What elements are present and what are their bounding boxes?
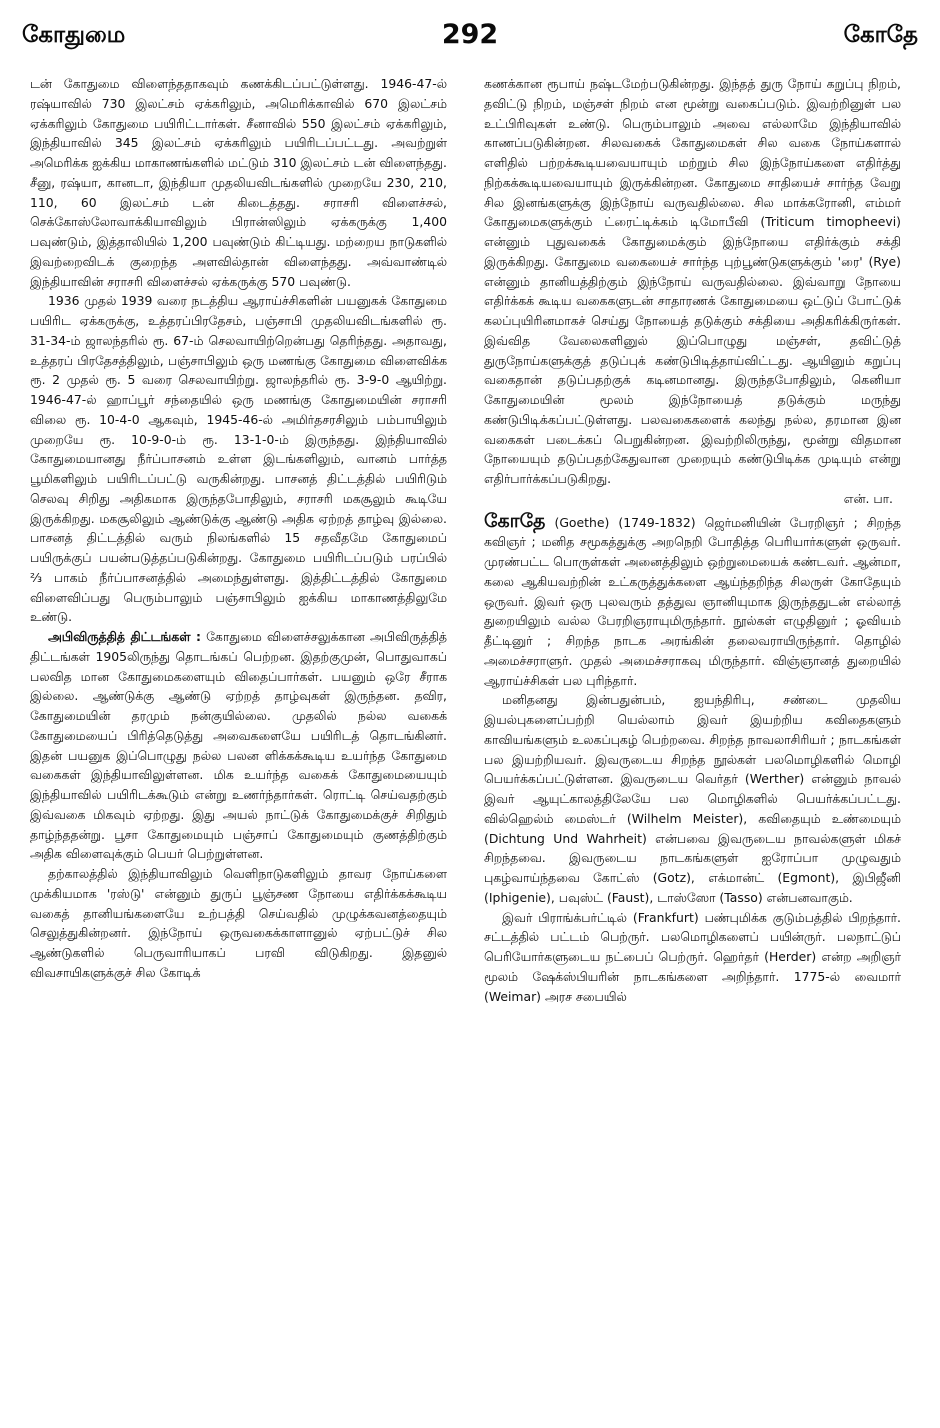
- paragraph-goethe-life: இவர் பிராங்க்பர்ட்டில் (Frankfurt) பண்புமிக்க குடும்பத்தில் பிறந்தார். சட்டத்தில் பட்டம் பெற்ருர். பலமொழிகளைப் பயின்ருர். பலநாட்டுப் பெரியோர்களுடைய நட்பைப் பெற்ருர். ஹெர்தர் (Herder) என்ற அறிஞர் மூலம் ஷேக்ஸ்பியரின் நாடகங்களை அறிந்தார். 1775-ல் வைமார் (Weimar) அரச சபையில்: [484, 909, 901, 1004]
- page-number: 292: [441, 19, 499, 50]
- paragraph-rust-disease: தற்காலத்தில் இந்தியாவிலும் வெளிநாடுகளிலும் தாவர நோய்களை முக்கியமாக 'ரஸ்டு' என்னும் துருப் பூஞ்சண நோயை எதிர்க்கக்கூடிய வகைத் தானியங்களையே உற்பத்தி செய்வதில் முழுக்கவனத்தையும் செலுத்துகின்றனர். இந்நோய் ஒருவகைக்காளானுல் ஏற்பட்டுச் சில ஆண்டுகளில் பெருவாரியாகப் பரவி விடுகிறது. இதனுல் விவசாயிகளுக்குச் சில கோடிக்: [30, 866, 447, 980]
- entry-title: கோதே: [484, 509, 546, 532]
- header-right-word: கோதே: [843, 22, 918, 48]
- paragraph-development-schemes: [30, 627, 447, 864]
- page-header: [22, 14, 918, 66]
- development-schemes-text: கோதுமை விளைச்சலுக்கான அபிவிருத்தித் திட்டங்கள் 1905லிருந்து தொடங்கப் பெற்றன. இதற்குமுன், பொதுவாகப் பலவித மான கோதுமைகளையும் விதைப்பார்கள். பயனும் ஒரே சீராக இல்லை. ஆண்டுக்கு ஆண்டு ஏற்றத் தாழ்வுகள் இருந்தன. தவிர, கோதுமையின் தரமும் நன்குயில்லை. முதலில் நல்ல வகைக் கோதுமையைப் பிரித்தெடுத்து அவைகளையே பயிரிடத் தொடங்கினர். இதன் பயனுக இப்பொழுது நல்ல பலன ளிக்கக்கூடிய உயர்ந்த கோதுமை வகைகள் இந்தியாவிலுள்ளன. மிக உயர்ந்த வகைக் கோதுமையையும் இந்தியாவில் பயிரிடக்கூடும் என்று உணர்ந்தார்கள். ரொட்டி செய்வதற்கும் இவ்வகை மிகவும் ஏற்றது. இது அயல் நாட்டுக் கோதுமைக்குச் சிறிதும் தாழ்ந்ததன்று. பூசா கோதுமையும் பஞ்சாப் கோதுமையும் குணத்திற்கும் அதிக விளைவுக்கும் பெயர் பெற்றுள்ளன.: [30, 629, 447, 862]
- paragraph-cultivation-cost: 1936 முதல் 1939 வரை நடத்திய ஆராய்ச்சிகளின் பயனுகக் கோதுமை பயிரிட ஏக்கருக்கு, உத்தரப்பிரதேசம், பஞ்சாபி முதலியவிடங்களில் ரூ. 31-34-ம் ஜாலந்தரில் ரூ. 67-ம் செலவாயிற்றென்பது தெரிந்தது. அதாவது, உத்தரப் பிரதேசத்திலும், பஞ்சாபிலும் ஒரு மணங்கு கோதுமை விளைவிக்க ரூ. 2 முதல் ரூ. 5 வரை செலவாயிற்று. ஜாலந்தரில் ரூ. 3-9-0 ஆயிற்று. 1946-47-ல் ஹாப்பூர் சந்தையில் ஒரு மணங்கு கோதுமையின் சராசரி விலை ரூ. 10-4-0 ஆகவும், 1945-46-ல் அமிர்தசரசிலும் பம்பாயிலும் முறையே ரூ. 10-9-0-ம் ரூ. 13-1-0-ம் இருந்தது. இந்தியாவில் கோதுமையானது நீர்ப்பாசனம் உள்ள இடங்களிலும், வானம் பார்த்த பூமிகளிலும் பயிரிடப்பட்டு வருகின்றது. பாசனத் திட்டத்தில் பயிரிடும் செலவு சிறிது அதிகமாக இருந்தபோதிலும், சராசரி மகசூலும் கூடியே இருக்கிறது. மகசூலிலும் ஆண்டுக்கு ஆண்டு அதிக ஏற்றத் தாழ்வு இல்லை. பாசனத் திட்டத்தில் வரும் நிலங்களில் 15 சதவீதமே கோதுமைப் பயிருக்குப் பயன்படுத்தப்படுகின்றது. கோதுமை பயிரிடப்படும் பரப்பில் ⅔ பாகம் நீர்ப்பாசனத்தில் அமைந்துள்ளது. இத்திட்டத்தில் கோதுமை விளைவிப்பது பெரும்பாலும் பஞ்சாபிலும் ஐக்கிய மாகாணத்திலுமே உண்டு.: [30, 293, 447, 625]
- right-column: [484, 74, 901, 1394]
- development-schemes-heading: அபிவிருத்தித் திட்டங்கள் :: [48, 629, 201, 644]
- header-left-word: கோதுமை: [22, 22, 126, 48]
- paragraph-goethe-works: மனிதனது இன்பதுன்பம், ஐயந்திரிபு, சண்டை முதலிய இயல்புகளைப்பற்றி யெல்லாம் இவர் இயற்றிய கவிதைகளும் காவியங்களும் உலகப்புகழ் பெற்றவை. சிறந்த நாவலாசிரியர் ; நாடகங்கள் பல இயற்றியவர். இவருடைய சிறந்த நூல்கள் பலமொழிகளில் மொழி பெயர்க்கப்பட்டுள்ளன. இவருடைய வெர்தர் (Werther) என்னும் நாவல் இவர் ஆயுட்காலத்திலேயே பல மொழிகளில் பெயர்க்கப்பட்டது. வில்ஹெல்ம் மைஸ்டர் (Wilhelm Meister), கவிதையும் உண்மையும் (Dichtung Und Wahrheit) என்பவை இவருடைய நாவல்களுள் மிகச் சிறந்தவை. இவருடைய நாடகங்களுள் ஐரோப்பா முழுவதும் புகழ்வாய்ந்தவை கோட்ஸ் (Gotz), எக்மான்ட் (Egmont), இபிஜீனி (Iphigenie), பவுஸ்ட் (Faust), டாஸ்ஸோ (Tasso) என்பனவாகும்.: [484, 692, 901, 905]
- paragraph-rust-types: கணக்கான ரூபாய் நஷ்டமேற்படுகின்றது. இந்தத் துரு நோய் கறுப்பு நிறம், தவிட்டு நிறம், மஞ்சள் நிறம் என மூன்று வகைப்படும். இவற்றினுள் பல உட்பிரிவுகள் உண்டு. பெரும்பாலும் அவை எல்லாமே இந்தியாவில் காணப்படுகின்றன. சிலவகைக் கோதுமைகள் சில வகை நோய்களால் எளிதில் பற்றக்கூடியவையாயும் மற்றும் சில இந்நோய்களை எதிர்த்து நிற்கக்கூடியவையாயும் இருக்கின்றன. கோதுமை சாதியைச் சார்ந்த வேறு சில இனங்களுக்கு இந்நோய் வருவதில்லை. சில மாக்கரோனி, எம்மர் கோதுமைகளுக்கும் ட்ரைட்டிக்கம் டிமோபீவி (Triticum timopheevi) என்னும் புதுவகைக் கோதுமைக்கும் இந்நோயை எதிர்க்கும் சக்தி இருக்கிறது. கோதுமை வகையைச் சார்ந்த புற்பூண்டுகளுக்கும் 'ரை' (Rye) என்னும் தானியத்திற்கும் இந்நோய் வருவதில்லை. இவ்வாறு நோயை எதிர்க்கக் கூடிய வகைகளுடன் சாதாரணக் கோதுமையை ஒட்டுப் போட்டுக் கலப்புயிரினமாகச் செய்து நோயைத் தடுக்கும் சக்தியை அதிகரிக்கிருர்கள். இவ்வித வேலைகளினுல் இப்பொழுது மஞ்சள், தவிட்டுத் துருநோய்களுக்குத் தடுப்புக் கண்டுபிடித்தாய்விட்டது. ஆயினும் கறுப்பு வகைதான் தடுப்பதற்குக் கடினமானது. இருந்தபோதிலும், கெனியா கோதுமையின் மூலம் இந்நோயைத் தடுக்கும் மருந்து கண்டுபிடிக்கப்பட்டுள்ளது. பலவகைகளைக் கலந்து நல்ல, தரமான இன வகைகள் படைக்கப் பெறுகின்றன. இவற்றிலிருந்து, மூன்று விதமான நோயையும் தடுப்பதற்கேதுவான முறையும் கண்டுபிடிக்க முடியும் என்று எதிர்பார்க்கப்படுகிறது.: [484, 76, 901, 486]
- entry-goethe: [484, 509, 901, 691]
- author-signature: என். பா.: [843, 490, 893, 506]
- paragraph-wheat-production: டன் கோதுமை விளைந்ததாகவும் கணக்கிடப்பட்டுள்ளது. 1946-47-ல் ரஷ்யாவில் 730 இலட்சம் ஏக்கரிலும், அமெரிக்காவில் 670 இலட்சம் ஏக்கரிலும் கோதுமை பயிரிட்டார்கள். சீனாவில் 550 இலட்சம் ஏக்கரிலும், இந்தியாவில் 345 இலட்சம் ஏக்கரிலும் பயிரிடப்பட்டது. அவற்றுள் அமெரிக்க ஐக்கிய மாகாணங்களில் மட்டும் 310 இலட்சம் டன் விளைந்தது. சீனு, ரஷ்யா, கானடா, இந்தியா முதலியவிடங்களில் முறையே 230, 210, 110, 60 இலட்சம் டன் கிடைத்தது. சராசரி விளைச்சல், செக்கோஸ்லோவாக்கியாவிலும் பிரான்ஸிலும் ஏக்கருக்கு 1,400 பவுண்டும், இத்தாலியில் 1,200 பவுண்டும் கிட்டியது. மற்றைய நாடுகளில் இவற்றைவிடக் குறைந்த அளவில்தான் விளைந்தது. அவ்வாண்டில் இந்தியாவின் சராசரி விளைச்சல் ஏக்கருக்கு 570 பவுண்டு.: [30, 76, 447, 289]
- left-column: [30, 74, 447, 1394]
- entry-goethe-intro: (Goethe) (1749-1832) ஜெர்மனியின் பேரறிஞர் ; சிறந்த கவிஞர் ; மனித சமூகத்துக்கு அறநெறி போதித்த பெரியார்களுள் ஒருவர். முரண்பட்ட பொருள்கள் அனைத்திலும் ஒற்றுமையைக் கண்டவர். ஆன்மா, கலை ஆகியவற்றின் உட்கருத்துக்களை ஆய்ந்தறிந்த சிலருள் கோதேயும் ஒருவர். இவர் ஒரு புலவரும் தத்துவ ஞானியுமாக இருந்ததுடன் எல்லாத் துறையிலும் வல்ல பேரறிஞராயுமிருந்தார். நூல்கள் எழுதினுர் ; ஓவியம் தீட்டினுர் ; சிறந்த நாடக அரங்கின் தலைவராயிருந்தார். தொழில் அமைச்சராளுர். முதல் அமைச்சராகவு மிருந்தார். விஞ்ஞானத் துறையில் ஆராய்ச்சிகள் பல புரிந்தார்.: [484, 514, 901, 688]
